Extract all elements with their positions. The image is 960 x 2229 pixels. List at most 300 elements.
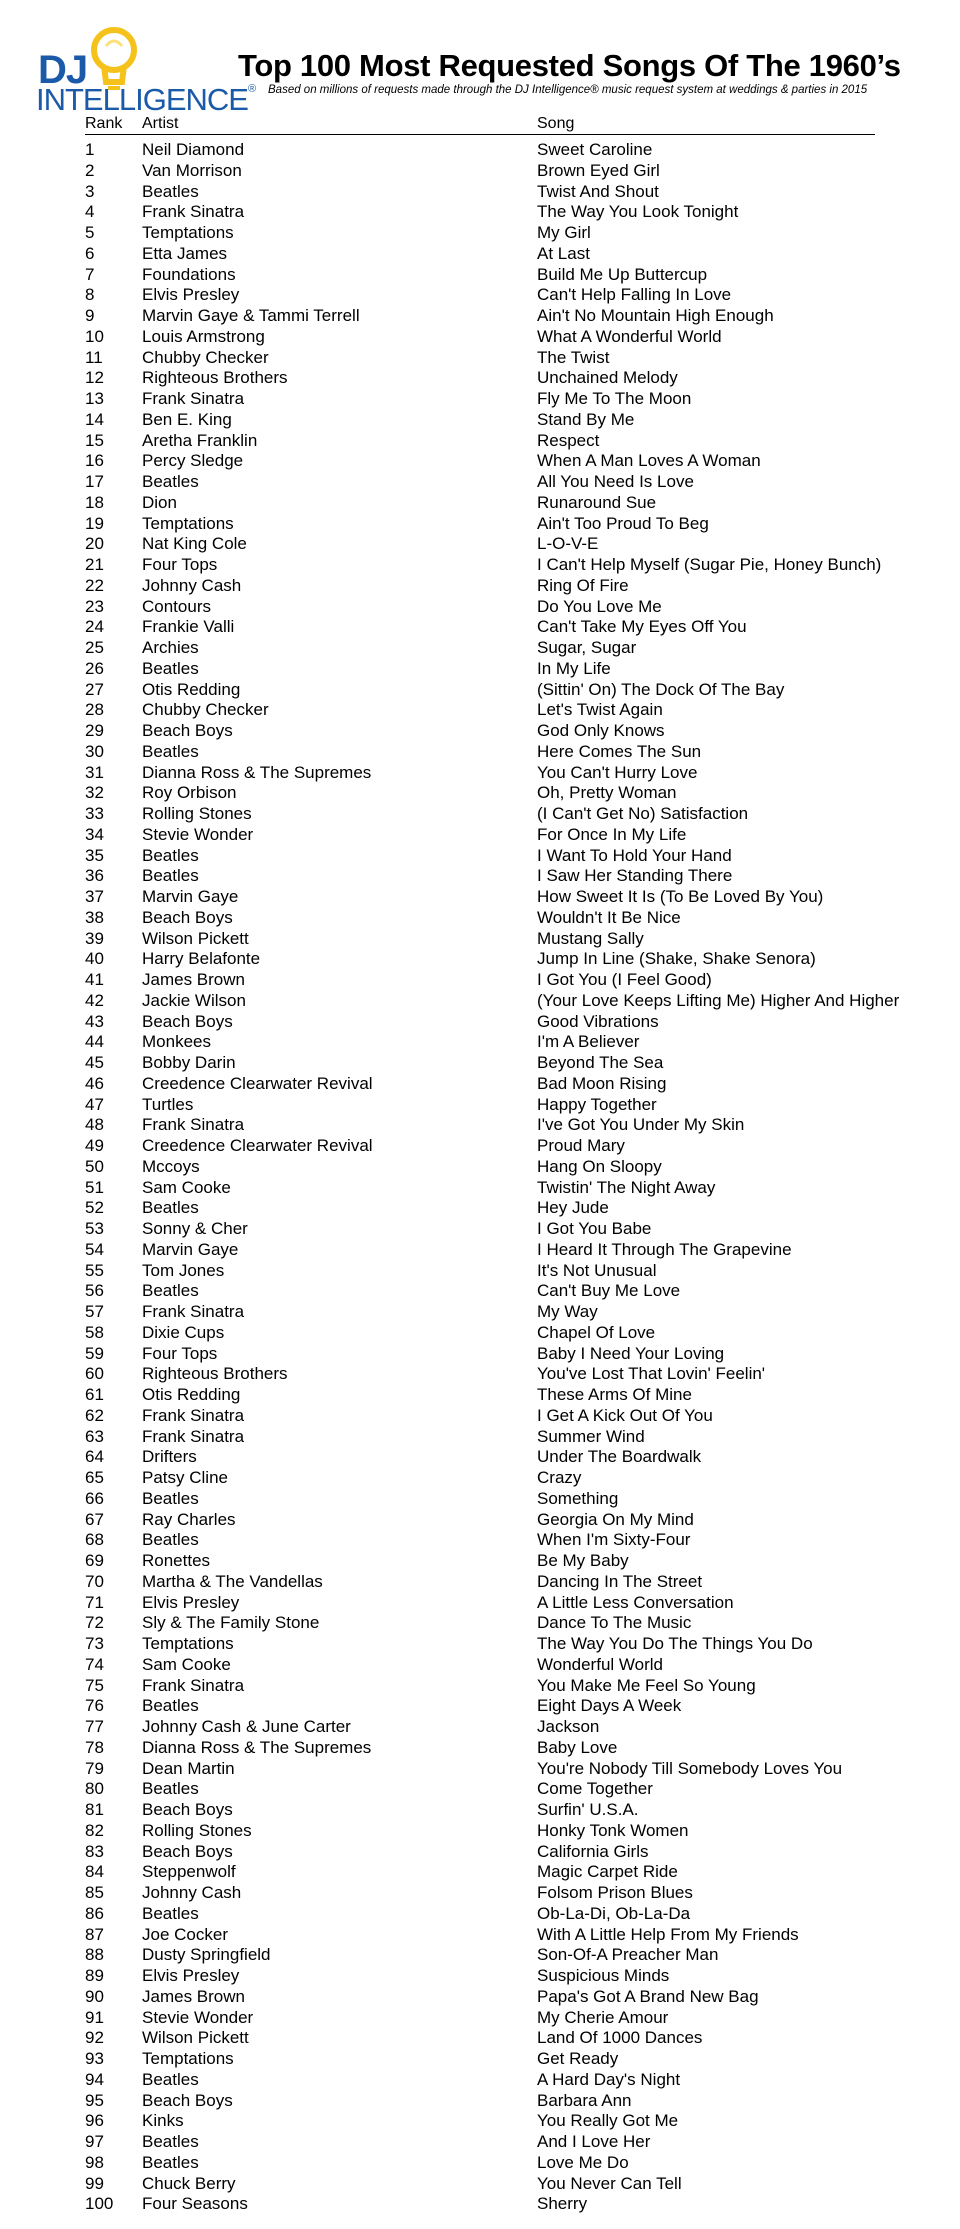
artist-cell: Johnny Cash (142, 575, 242, 595)
artist-cell: Beatles (142, 2069, 199, 2089)
song-cell: Magic Carpet Ride (537, 1862, 678, 1882)
song-cell: Sherry (537, 2194, 588, 2214)
song-cell: For Once In My Life (537, 824, 687, 844)
rank-cell: 98 (85, 2152, 104, 2172)
song-cell: When I'm Sixty-Four (537, 1530, 691, 1550)
rank-cell: 5 (85, 223, 95, 242)
artist-cell: Tom Jones (142, 1260, 225, 1280)
rank-cell: 83 (85, 1841, 104, 1861)
table-row (85, 182, 885, 203)
artist-cell: Ray Charles (142, 1509, 236, 1529)
column-header-artist: Artist (142, 115, 179, 132)
table-row (85, 2091, 885, 2112)
page-subtitle: Based on millions of requests made through the DJ Intelligence® music request system at weddings & parties in 2015 (268, 84, 868, 96)
table-row (85, 1696, 885, 1717)
rank-cell: 46 (85, 1073, 104, 1093)
rank-cell: 32 (85, 783, 104, 803)
song-cell: California Girls (537, 1841, 649, 1861)
rank-cell: 80 (85, 1779, 104, 1799)
artist-cell: Beach Boys (142, 1800, 233, 1819)
table-row (85, 1012, 885, 1033)
table-row (85, 638, 885, 659)
table-row (85, 1198, 885, 1219)
rank-cell: 15 (85, 430, 104, 450)
artist-cell: Etta James (142, 243, 228, 263)
song-cell: I've Got You Under My Skin (537, 1115, 745, 1135)
song-cell: Folsom Prison Blues (537, 1883, 693, 1902)
song-cell: Can't Buy Me Love (537, 1281, 681, 1301)
rank-cell: 42 (85, 990, 104, 1010)
rank-cell: 25 (85, 638, 104, 657)
song-cell: Hey Jude (537, 1198, 609, 1218)
dj-intelligence-logo (36, 26, 256, 117)
song-cell: I Got You Babe (537, 1219, 652, 1238)
table-row (85, 1925, 885, 1946)
song-cell: Can't Take My Eyes Off You (537, 617, 747, 637)
song-cell: Sugar, Sugar (537, 638, 637, 657)
song-cell: Eight Days A Week (537, 1696, 682, 1716)
table-row (85, 1489, 885, 1510)
song-cell: Something (537, 1488, 619, 1508)
artist-cell: Stevie Wonder (142, 824, 254, 844)
table-row (85, 1904, 885, 1925)
table-row (85, 1095, 885, 1116)
table-row (85, 1136, 885, 1157)
song-cell: Papa's Got A Brand New Bag (537, 1986, 759, 2006)
song-cell: I Heard It Through The Grapevine (537, 1239, 792, 1259)
artist-cell: Marvin Gaye & Tammi Terrell (142, 306, 360, 325)
song-cell: A Hard Day's Night (537, 2069, 681, 2089)
artist-cell: Temptations (142, 1634, 234, 1653)
artist-cell: Chubby Checker (142, 347, 269, 367)
artist-cell: Frankie Valli (142, 617, 235, 637)
artist-cell: Beatles (142, 1281, 199, 1301)
artist-cell: Beach Boys (142, 1841, 233, 1861)
song-cell: It's Not Unusual (537, 1260, 657, 1280)
table-row (85, 1510, 885, 1531)
table-row (85, 1468, 885, 1489)
artist-cell: Ronettes (142, 1551, 211, 1570)
rank-cell: 95 (85, 2090, 104, 2110)
artist-cell: Bobby Darin (142, 1053, 236, 1072)
song-cell: Dancing In The Street (537, 1571, 703, 1591)
rank-cell: 90 (85, 1986, 104, 2006)
table-row (85, 1593, 885, 1614)
table-row (85, 1613, 885, 1634)
rank-cell: 63 (85, 1426, 104, 1446)
table-row (85, 1759, 885, 1780)
rank-cell: 94 (85, 2069, 104, 2089)
song-cell: What A Wonderful World (537, 326, 722, 346)
rank-cell: 77 (85, 1717, 104, 1736)
artist-cell: Four Seasons (142, 2194, 248, 2214)
logo-intelligence-text: INTELLIGENCE (36, 82, 248, 117)
table-row (85, 2070, 885, 2091)
table-row (85, 327, 885, 348)
table-row (85, 1157, 885, 1178)
rank-cell: 20 (85, 534, 104, 554)
artist-cell: Beatles (142, 1696, 199, 1716)
table-row (85, 659, 885, 680)
table-row (85, 576, 885, 597)
table-row (85, 1842, 885, 1863)
table-row (85, 763, 885, 784)
artist-cell: Dixie Cups (142, 1322, 225, 1342)
rank-cell: 56 (85, 1281, 104, 1301)
rank-cell: 85 (85, 1883, 104, 1902)
rank-cell: 75 (85, 1675, 104, 1695)
artist-cell: Temptations (142, 223, 234, 242)
rank-cell: 52 (85, 1198, 104, 1218)
rank-cell: 67 (85, 1509, 104, 1529)
artist-cell: Frank Sinatra (142, 1302, 245, 1321)
song-cell: Georgia On My Mind (537, 1509, 694, 1529)
table-row (85, 680, 885, 701)
table-row (85, 1821, 885, 1842)
song-cell: Baby Love (537, 1737, 618, 1757)
table-row (85, 451, 885, 472)
artist-cell: Chuck Berry (142, 2173, 236, 2193)
song-cell: When A Man Loves A Woman (537, 451, 761, 471)
song-cell: Under The Boardwalk (537, 1447, 702, 1467)
table-row (85, 1074, 885, 1095)
rank-cell: 40 (85, 949, 104, 969)
table-row (85, 1219, 885, 1240)
rank-cell: 84 (85, 1862, 104, 1882)
rank-cell: 74 (85, 1654, 104, 1674)
song-cell: You've Lost That Lovin' Feelin' (537, 1364, 766, 1384)
rank-cell: 58 (85, 1322, 104, 1342)
song-cell: With A Little Help From My Friends (537, 1924, 799, 1944)
rank-cell: 54 (85, 1239, 104, 1259)
song-cell: Honky Tonk Women (537, 1820, 689, 1840)
song-cell: Stand By Me (537, 409, 635, 429)
table-row (85, 783, 885, 804)
artist-cell: Beatles (142, 845, 199, 865)
artist-cell: Stevie Wonder (142, 2007, 254, 2027)
song-cell: Runaround Sue (537, 492, 657, 512)
rank-cell: 38 (85, 907, 104, 927)
table-row (85, 1572, 885, 1593)
rank-cell: 78 (85, 1737, 104, 1757)
song-cell: Unchained Melody (537, 368, 678, 388)
table-row (85, 1053, 885, 1074)
artist-cell: Beatles (142, 181, 199, 201)
artist-cell: Marvin Gaye (142, 887, 239, 906)
song-cell: (I Can't Get No) Satisfaction (537, 804, 749, 823)
rank-cell: 29 (85, 721, 104, 740)
song-cell: Happy Together (537, 1094, 657, 1114)
artist-cell: Steppenwolf (142, 1862, 236, 1882)
song-cell: Mustang Sally (537, 928, 644, 948)
artist-cell: Otis Redding (142, 1385, 241, 1404)
rank-cell: 69 (85, 1551, 104, 1570)
artist-cell: Creedence Clearwater Revival (142, 1073, 373, 1093)
artist-cell: James Brown (142, 1986, 245, 2006)
song-cell: The Way You Look Tonight (537, 202, 739, 222)
rank-cell: 65 (85, 1468, 104, 1487)
rank-cell: 53 (85, 1219, 104, 1238)
artist-cell: Louis Armstrong (142, 326, 265, 346)
song-cell: Get Ready (537, 2049, 619, 2068)
rank-cell: 39 (85, 928, 104, 948)
song-cell: In My Life (537, 658, 611, 678)
song-cell: I Get A Kick Out Of You (537, 1405, 713, 1425)
artist-cell: Rolling Stones (142, 1820, 252, 1840)
song-cell: Respect (537, 430, 600, 450)
rank-cell: 79 (85, 1758, 104, 1778)
table-row (85, 617, 885, 638)
table-row (85, 431, 885, 452)
rank-cell: 64 (85, 1447, 104, 1467)
rank-cell: 70 (85, 1571, 104, 1591)
song-cell: Suspicious Minds (537, 1966, 670, 1985)
rank-cell: 60 (85, 1364, 104, 1384)
artist-cell: Percy Sledge (142, 451, 244, 471)
song-cell: Land Of 1000 Dances (537, 2028, 703, 2048)
artist-cell: Kinks (142, 2111, 184, 2131)
song-cell: A Little Less Conversation (537, 1592, 734, 1612)
artist-cell: Roy Orbison (142, 783, 237, 803)
rank-cell: 36 (85, 866, 104, 886)
rank-cell: 43 (85, 1011, 104, 1031)
rank-cell: 47 (85, 1094, 104, 1114)
rank-cell: 13 (85, 389, 104, 408)
song-cell: You Really Got Me (537, 2111, 679, 2131)
table-row (85, 1966, 885, 1987)
song-cell: You Never Can Tell (537, 2173, 682, 2193)
table-row (85, 700, 885, 721)
rank-cell: 93 (85, 2049, 104, 2068)
song-cell: Build Me Up Buttercup (537, 264, 708, 284)
song-cell: Brown Eyed Girl (537, 160, 660, 180)
artist-cell: Marvin Gaye (142, 1239, 239, 1259)
artist-cell: Jackie Wilson (142, 990, 246, 1010)
song-cell: Wonderful World (537, 1654, 663, 1674)
artist-cell: Beach Boys (142, 2090, 233, 2110)
artist-cell: Beatles (142, 1530, 199, 1550)
table-row (85, 1655, 885, 1676)
artist-cell: Frank Sinatra (142, 1426, 245, 1446)
table-row (85, 1862, 885, 1883)
song-cell: The Way You Do The Things You Do (537, 1634, 813, 1653)
artist-cell: Martha & The Vandellas (142, 1571, 323, 1591)
artist-cell: Creedence Clearwater Revival (142, 1136, 373, 1155)
rank-cell: 44 (85, 1032, 104, 1052)
song-cell: You Can't Hurry Love (537, 762, 698, 782)
artist-cell: Beatles (142, 1488, 199, 1508)
song-cell: And I Love Her (537, 2132, 651, 2151)
table-row (85, 1427, 885, 1448)
rank-cell: 89 (85, 1966, 104, 1985)
rank-cell: 68 (85, 1530, 104, 1550)
table-row (85, 721, 885, 742)
rank-cell: 3 (85, 181, 95, 201)
artist-cell: Wilson Pickett (142, 2028, 249, 2048)
artist-cell: Beatles (142, 658, 199, 678)
song-cell: I'm A Believer (537, 1032, 640, 1052)
table-row (85, 929, 885, 950)
artist-cell: Aretha Franklin (142, 430, 258, 450)
artist-cell: Sonny & Cher (142, 1219, 248, 1238)
table-row (85, 2132, 885, 2153)
rank-cell: 92 (85, 2028, 104, 2048)
table-row (85, 1717, 885, 1738)
song-cell: How Sweet It Is (To Be Loved By You) (537, 887, 824, 906)
table-row (85, 368, 885, 389)
artist-cell: Dusty Springfield (142, 1945, 271, 1965)
song-cell: Surfin' U.S.A. (537, 1800, 639, 1819)
artist-cell: Beatles (142, 866, 199, 886)
artist-cell: Elvis Presley (142, 285, 240, 305)
table-row (85, 2008, 885, 2029)
table-row (85, 804, 885, 825)
artist-cell: Beach Boys (142, 907, 233, 927)
song-cell: Dance To The Music (537, 1613, 692, 1633)
table-row (85, 348, 885, 369)
song-cell: (Sittin' On) The Dock Of The Bay (537, 679, 785, 699)
table-row (85, 534, 885, 555)
artist-cell: Archies (142, 638, 199, 657)
table-row (85, 866, 885, 887)
rank-cell: 12 (85, 368, 104, 388)
rank-cell: 99 (85, 2173, 104, 2193)
rank-cell: 55 (85, 1260, 104, 1280)
artist-cell: Drifters (142, 1447, 197, 1467)
artist-cell: Beach Boys (142, 1011, 233, 1031)
artist-cell: Ben E. King (142, 409, 232, 429)
rank-cell: 76 (85, 1696, 104, 1716)
rank-cell: 61 (85, 1385, 104, 1404)
rank-cell: 87 (85, 1924, 104, 1944)
artist-cell: Frank Sinatra (142, 1675, 245, 1695)
song-cell: Good Vibrations (537, 1011, 659, 1031)
table-row (85, 1883, 885, 1904)
artist-cell: Frank Sinatra (142, 202, 245, 222)
table-row (85, 244, 885, 265)
table-row (85, 1385, 885, 1406)
artist-cell: Beatles (142, 1903, 199, 1923)
artist-cell: Sam Cooke (142, 1654, 231, 1674)
rank-cell: 18 (85, 492, 104, 512)
song-cell: Proud Mary (537, 1136, 625, 1155)
song-cell: Ain't Too Proud To Beg (537, 513, 709, 533)
rank-cell: 72 (85, 1613, 104, 1633)
table-row (85, 887, 885, 908)
song-cell: Ob-La-Di, Ob-La-Da (537, 1903, 691, 1923)
song-cell: I Got You (I Feel Good) (537, 970, 712, 989)
artist-cell: Sam Cooke (142, 1177, 231, 1197)
song-cell: My Girl (537, 223, 591, 242)
rank-cell: 48 (85, 1115, 104, 1135)
song-cell: Chapel Of Love (537, 1322, 656, 1342)
artist-cell: Rolling Stones (142, 804, 252, 823)
table-row (85, 285, 885, 306)
artist-cell: Elvis Presley (142, 1966, 240, 1985)
song-cell: These Arms Of Mine (537, 1385, 692, 1404)
table-row (85, 742, 885, 763)
artist-cell: Beatles (142, 741, 199, 761)
song-cell: Jackson (537, 1717, 600, 1736)
artist-cell: Dianna Ross & The Supremes (142, 762, 372, 782)
logo-dj-text: DJ (38, 48, 88, 92)
rank-cell: 8 (85, 285, 95, 305)
song-cell: Love Me Do (537, 2152, 629, 2172)
table-row (85, 410, 885, 431)
artist-cell: Elvis Presley (142, 1592, 240, 1612)
artist-cell: James Brown (142, 970, 245, 989)
rank-cell: 71 (85, 1592, 104, 1612)
table-row (85, 949, 885, 970)
artist-cell: Johnny Cash & June Carter (142, 1717, 351, 1736)
song-cell: Jump In Line (Shake, Shake Senora) (537, 949, 816, 969)
rank-cell: 17 (85, 472, 104, 491)
table-row (85, 1779, 885, 1800)
song-cell: Beyond The Sea (537, 1053, 664, 1072)
artist-cell: Monkees (142, 1032, 211, 1052)
table-row (85, 493, 885, 514)
table-header (85, 114, 875, 135)
rank-cell: 88 (85, 1945, 104, 1965)
table-row (85, 1634, 885, 1655)
table-row (85, 389, 885, 410)
rank-cell: 62 (85, 1405, 104, 1425)
table-row (85, 1945, 885, 1966)
song-cell: God Only Knows (537, 721, 665, 740)
table-row (85, 1302, 885, 1323)
song-cell: Summer Wind (537, 1426, 645, 1446)
artist-cell: Beatles (142, 1779, 199, 1799)
rank-cell: 14 (85, 409, 104, 429)
table-row (85, 514, 885, 535)
rank-cell: 82 (85, 1820, 104, 1840)
song-cell: Twistin' The Night Away (537, 1177, 716, 1197)
artist-cell: Sly & The Family Stone (142, 1613, 320, 1633)
table-row (85, 265, 885, 286)
rank-cell: 35 (85, 845, 104, 865)
table-row (85, 555, 885, 576)
table-row (85, 1364, 885, 1385)
artist-cell: Contours (142, 596, 211, 616)
rank-cell: 45 (85, 1053, 104, 1072)
logo-wordmark (36, 84, 255, 115)
artist-cell: Patsy Cline (142, 1468, 228, 1487)
table-row (85, 140, 885, 161)
song-cell: Ring Of Fire (537, 575, 629, 595)
table-row (85, 202, 885, 223)
rank-cell: 30 (85, 741, 104, 761)
rank-cell: 9 (85, 306, 95, 325)
table-row (85, 223, 885, 244)
song-cell: All You Need Is Love (537, 472, 694, 491)
rank-cell: 31 (85, 762, 104, 782)
table-row (85, 2028, 885, 2049)
page-title: Top 100 Most Requested Songs Of The 1960’s (238, 48, 901, 83)
rank-cell: 97 (85, 2132, 104, 2151)
rank-cell: 86 (85, 1903, 104, 1923)
table-row (85, 2049, 885, 2070)
logo-registered-mark: ® (247, 83, 256, 95)
table-row (85, 1738, 885, 1759)
song-cell: Son-Of-A Preacher Man (537, 1945, 719, 1965)
song-cell: I Saw Her Standing There (537, 866, 733, 886)
table-row (85, 161, 885, 182)
column-header-song: Song (537, 115, 575, 132)
song-cell: You're Nobody Till Somebody Loves You (537, 1758, 843, 1778)
table-row (85, 1676, 885, 1697)
song-cell: You Make Me Feel So Young (537, 1675, 756, 1695)
rank-cell: 66 (85, 1488, 104, 1508)
